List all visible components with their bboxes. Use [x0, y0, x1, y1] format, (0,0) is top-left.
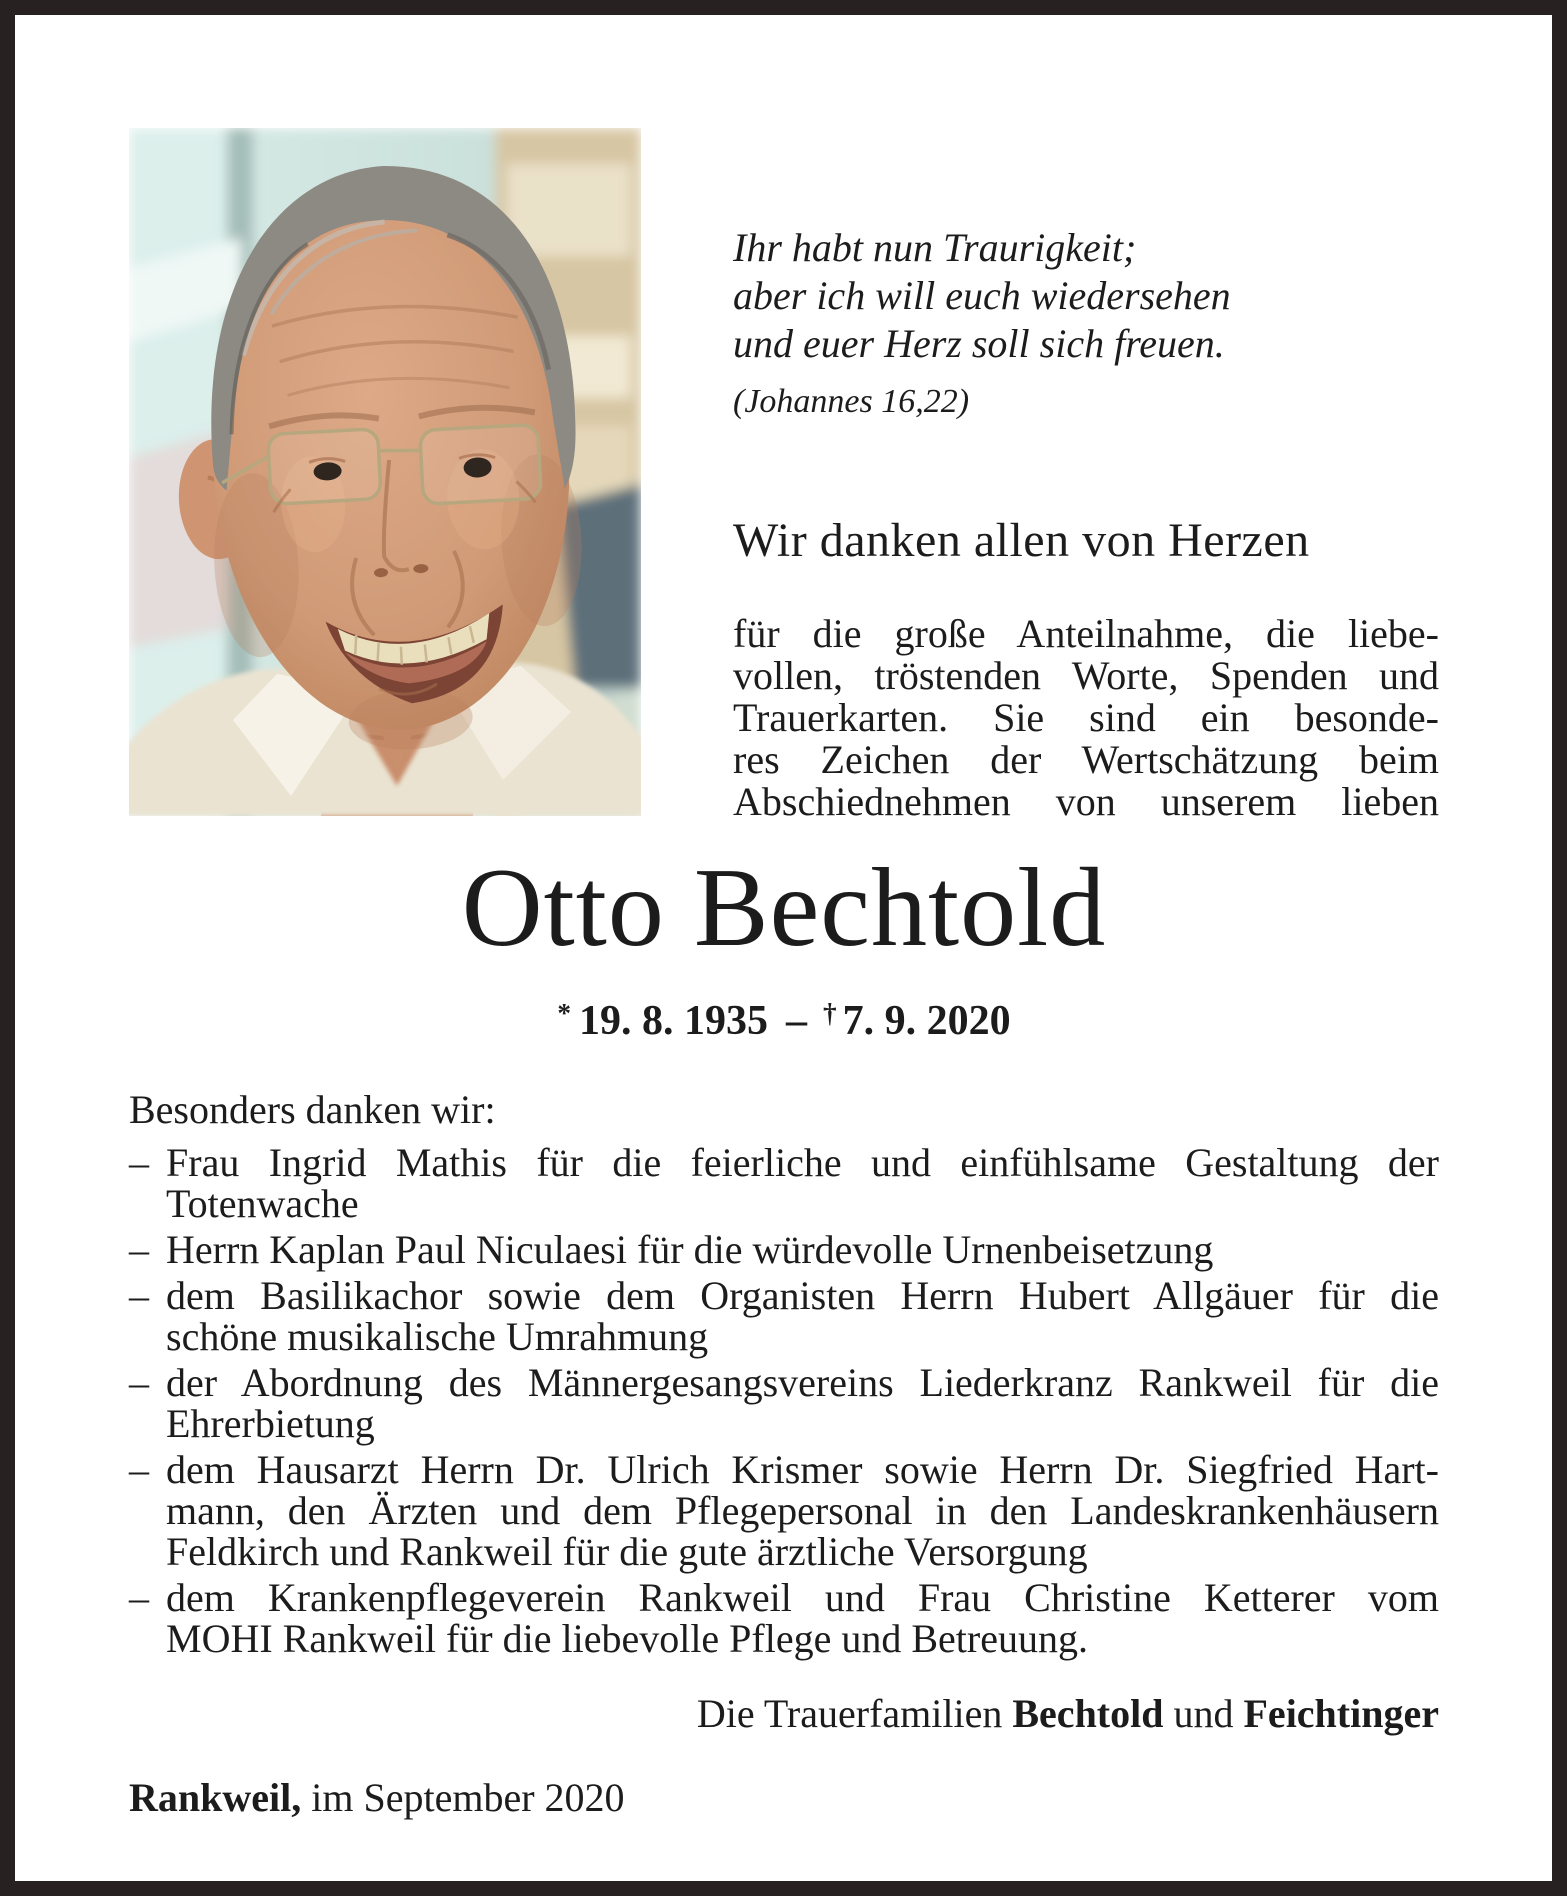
closing-prefix: Die Trauerfamilien	[696, 1691, 1003, 1736]
text-line: vollen, tröstenden Worte, Spenden und	[733, 653, 1439, 698]
place-date-line	[129, 1775, 1439, 1821]
thanks-item	[129, 1449, 1439, 1572]
closing-conjunction: und	[1173, 1691, 1234, 1736]
list-dash: –	[129, 1227, 149, 1272]
thanks-item-text	[166, 1142, 1439, 1224]
thanks-item-text	[166, 1275, 1439, 1357]
thanks-item-text	[166, 1449, 1439, 1572]
text-line: MOHI Rankweil für die liebevolle Pflege und Betreuung.	[166, 1616, 1088, 1661]
list-dash: –	[129, 1447, 149, 1492]
thanks-item	[129, 1577, 1439, 1659]
text-line: dem Krankenpflegeverein Rankweil und Frau Christine Ketterer vom	[166, 1575, 1439, 1620]
text-line: der Abordnung des Männergesangsvereins Liederkranz Rankweil für die	[166, 1360, 1439, 1405]
right-column	[733, 128, 1439, 823]
thanks-heading: Wir danken allen von Herzen	[733, 514, 1310, 567]
family-name-2: Feichtinger	[1243, 1691, 1439, 1736]
text-line: und euer Herz soll sich freuen.	[733, 321, 1225, 366]
birth-symbol: *	[557, 998, 571, 1028]
text-line: Herrn Kaplan Paul Niculaesi für die würdevolle Urnenbeisetzung	[166, 1227, 1214, 1272]
thanks-item	[129, 1229, 1439, 1270]
list-dash: –	[129, 1360, 149, 1405]
text-line: mann, den Ärzten und dem Pflegepersonal in den Landeskrankenhäusern	[166, 1488, 1439, 1533]
special-thanks-list	[129, 1142, 1439, 1659]
text-line: Ihr habt nun Traurigkeit;	[733, 225, 1137, 270]
text-line: Abschiednehmen von unserem lieben	[733, 779, 1439, 824]
text-line: aber ich will euch wiedersehen	[733, 273, 1231, 318]
family-name-1: Bechtold	[1012, 1691, 1164, 1736]
top-section	[129, 128, 1439, 823]
closing-line	[129, 1691, 1439, 1737]
memorial-quote	[733, 224, 1439, 368]
text-line: Frau Ingrid Mathis für die feierliche und einfühlsame Gestaltung der	[166, 1140, 1439, 1185]
date-text: im September 2020	[311, 1775, 625, 1820]
portrait-photo	[129, 128, 641, 816]
text-line: Totenwache	[166, 1181, 359, 1226]
thanks-item-text	[166, 1229, 1439, 1270]
text-line: res Zeichen der Wertschätzung beim	[733, 737, 1439, 782]
thanks-item	[129, 1275, 1439, 1357]
special-thanks-heading: Besonders danken wir:	[129, 1087, 496, 1132]
text-line: Feldkirch und Rankweil für die gute ärztliche Versorgung	[166, 1529, 1088, 1574]
thanks-item	[129, 1362, 1439, 1444]
thanks-item-text	[166, 1577, 1439, 1659]
text-line: schöne musikalische Umrahmung	[166, 1314, 709, 1359]
list-dash: –	[129, 1273, 149, 1318]
list-dash: –	[129, 1140, 149, 1185]
list-dash: –	[129, 1575, 149, 1620]
dates-separator: –	[786, 998, 807, 1044]
thanks-paragraph	[733, 613, 1439, 823]
text-line: dem Hausarzt Herrn Dr. Ulrich Krismer sowie Herrn Dr. Siegfried Hart-	[166, 1447, 1439, 1492]
text-line: dem Basilikachor sowie dem Organisten Herrn Hubert Allgäuer für die	[166, 1273, 1439, 1318]
quote-source: (Johannes 16,22)	[733, 383, 970, 420]
death-date: 7. 9. 2020	[842, 998, 1011, 1044]
place: Rankweil,	[129, 1775, 302, 1820]
text-line: für die große Anteilnahme, die liebe-	[733, 611, 1439, 656]
life-dates	[129, 989, 1439, 1045]
birth-date: 19. 8. 1935	[579, 998, 768, 1044]
deceased-name: Otto Bechtold	[461, 846, 1107, 970]
text-line: Ehrerbietung	[166, 1401, 375, 1446]
death-symbol: †	[823, 998, 837, 1028]
thanks-item-text	[166, 1362, 1439, 1444]
thanks-item	[129, 1142, 1439, 1224]
text-line: Trauerkarten. Sie sind ein besonde-	[733, 695, 1439, 740]
